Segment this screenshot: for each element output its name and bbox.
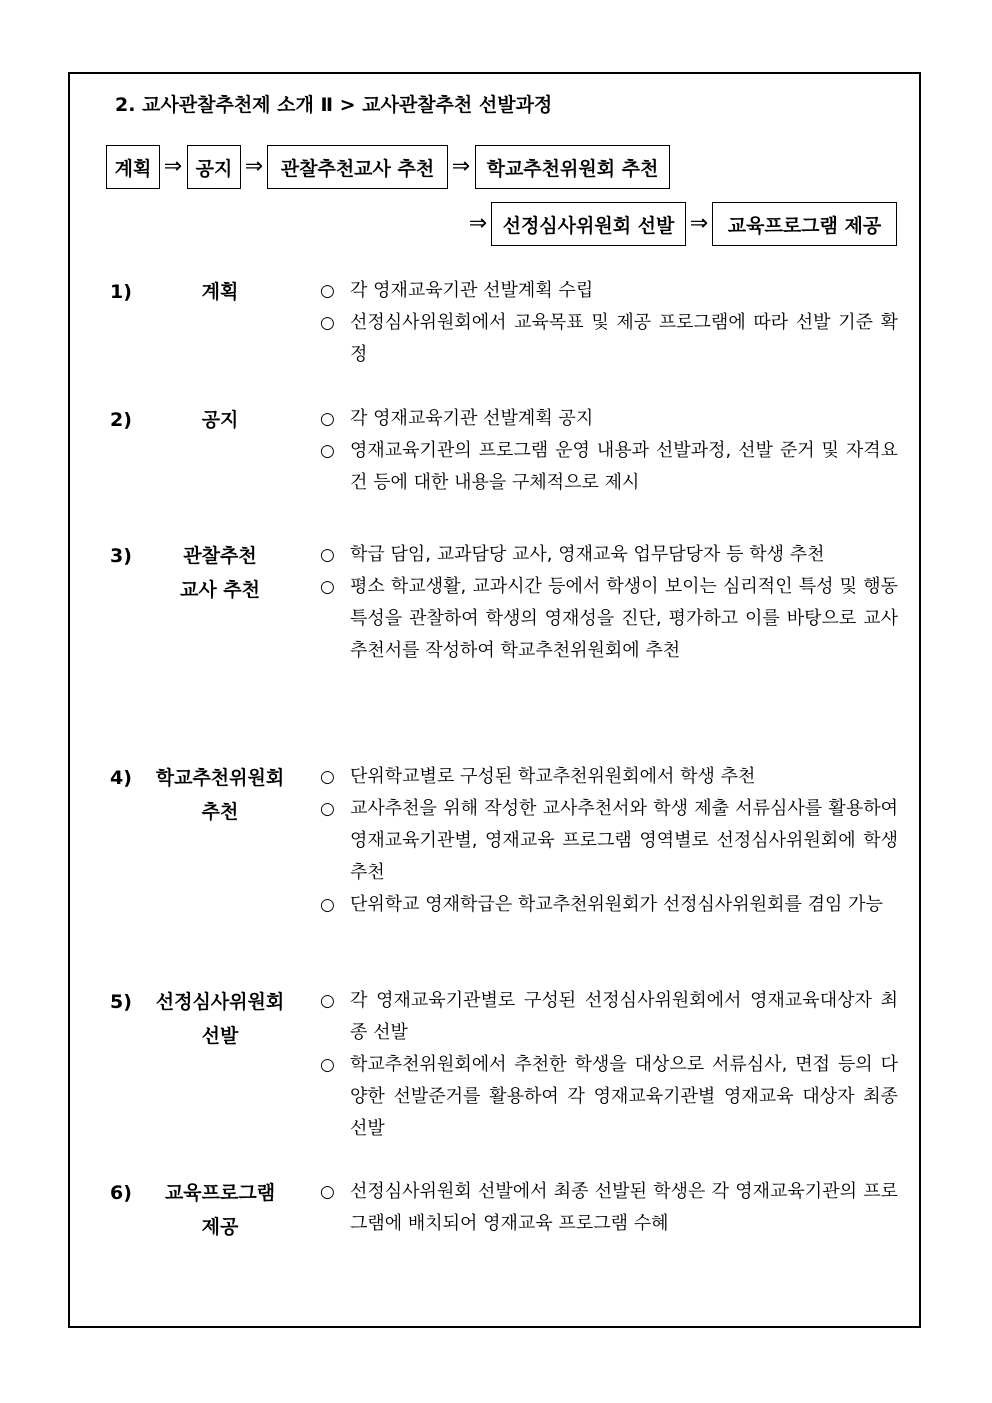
section-label-line: 관찰추천 [183, 545, 257, 567]
section-number: 1) [110, 281, 132, 303]
flow-arrow: ⇒ [468, 211, 488, 236]
section-items [320, 403, 898, 499]
section-label-line: 추천 [201, 801, 239, 823]
section-label [150, 403, 290, 437]
circle-bullet-icon: ○ [320, 1182, 335, 1202]
section-label [150, 761, 290, 829]
list-item: ○ 단위학교별로 구성된 학교추천위원회에서 학생 추천 [320, 761, 898, 793]
section-items [320, 985, 898, 1145]
section-items [320, 275, 898, 371]
flow-arrow: ⇒ [244, 154, 264, 179]
section-label [150, 539, 290, 607]
list-item: ○ 각 영재교육기관 선발계획 수립 [320, 275, 898, 307]
flow-arrow: ⇒ [689, 211, 709, 236]
list-item: ○ 선정심사위원회에서 교육목표 및 제공 프로그램에 따라 선발 기준 확정 [320, 307, 898, 371]
flow-step-plan: 계획 [106, 145, 160, 189]
circle-bullet-icon: ○ [320, 577, 335, 597]
list-item: ○ 각 영재교육기관별로 구성된 선정심사위원회에서 영재교육대상자 최종 선발 [320, 985, 898, 1049]
section-label-line: 공지 [201, 409, 239, 431]
section-number: 4) [110, 767, 132, 789]
section-label [150, 1176, 290, 1244]
section-number: 2) [110, 409, 132, 431]
list-item: ○ 영재교육기관의 프로그램 운영 내용과 선발과정, 선발 준거 및 자격요건 등에 대한 내용을 구체적으로 제시 [320, 435, 898, 499]
list-item: ○ 학교추천위원회에서 추천한 학생을 대상으로 서류심사, 면접 등의 다양한 선발준거를 활용하여 각 영재교육기관별 영재교육 대상자 최종 선발 [320, 1049, 898, 1145]
flow-step-notice: 공지 [187, 145, 241, 189]
circle-bullet-icon: ○ [320, 281, 335, 301]
circle-bullet-icon: ○ [320, 545, 335, 565]
circle-bullet-icon: ○ [320, 441, 335, 461]
list-item: ○ 단위학교 영재학급은 학교추천위원회가 선정심사위원회를 겸임 가능 [320, 889, 898, 921]
circle-bullet-icon: ○ [320, 1055, 335, 1075]
section-items [320, 761, 898, 921]
section-label-line: 학교추천위원회 [155, 767, 285, 789]
section-label [150, 985, 290, 1053]
section-label-line: 제공 [201, 1216, 239, 1238]
section-label-line: 교사 추천 [179, 579, 261, 601]
circle-bullet-icon: ○ [320, 313, 335, 333]
circle-bullet-icon: ○ [320, 895, 335, 915]
list-item: ○ 학급 담임, 교과담당 교사, 영재교육 업무담당자 등 학생 추천 [320, 539, 898, 571]
section-label-line: 선정심사위원회 [155, 991, 285, 1013]
flow-step-school-committee: 학교추천위원회 추천 [475, 145, 670, 189]
section-number: 5) [110, 991, 132, 1013]
page-title: 2. 교사관찰추천제 소개 Ⅱ > 교사관찰추천 선발과정 [115, 94, 553, 116]
list-item: ○ 각 영재교육기관 선발계획 공지 [320, 403, 898, 435]
section-items [320, 1176, 898, 1240]
section-items [320, 539, 898, 667]
circle-bullet-icon: ○ [320, 767, 335, 787]
circle-bullet-icon: ○ [320, 991, 335, 1011]
list-item: ○ 교사추천을 위해 작성한 교사추천서와 학생 제출 서류심사를 활용하여 영재교육기관별, 영재교육 프로그램 영역별로 선정심사위원회에 학생 추천 [320, 793, 898, 889]
flow-arrow: ⇒ [451, 154, 471, 179]
section-number: 3) [110, 545, 132, 567]
list-item: ○ 평소 학교생활, 교과시간 등에서 학생이 보이는 심리적인 특성 및 행동 특성을 관찰하여 학생의 영재성을 진단, 평가하고 이를 바탕으로 교사추천서를 작성하여 학교추천위원회에 추천 [320, 571, 898, 667]
flow-step-program: 교육프로그램 제공 [712, 202, 897, 246]
circle-bullet-icon: ○ [320, 799, 335, 819]
section-number: 6) [110, 1182, 132, 1204]
section-label-line: 계획 [201, 281, 239, 303]
section-label-line: 교육프로그램 [164, 1182, 276, 1204]
flow-step-teacher-recommend: 관찰추천교사 추천 [267, 145, 448, 189]
section-label-line: 선발 [201, 1025, 239, 1047]
flow-arrow: ⇒ [163, 154, 183, 179]
list-item: ○ 선정심사위원회 선발에서 최종 선발된 학생은 각 영재교육기관의 프로그램에 배치되어 영재교육 프로그램 수혜 [320, 1176, 898, 1240]
flow-step-selection-committee: 선정심사위원회 선발 [491, 202, 686, 246]
circle-bullet-icon: ○ [320, 409, 335, 429]
section-label [150, 275, 290, 309]
